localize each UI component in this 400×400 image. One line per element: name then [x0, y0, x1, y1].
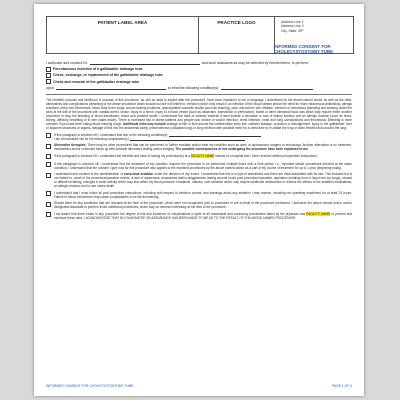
facility-checkbox[interactable]	[46, 154, 51, 159]
address-line-2: Address Line 2	[281, 24, 304, 29]
condition-field[interactable]	[221, 86, 313, 90]
form-title: INFORMED CONSENT FOR CHOLECYSTOSTOMY TUBE	[274, 44, 334, 55]
increased-risk-item: If this paragraph is checked off, I understand that due to the following condition(s): I am at increased risk for the following complication(s):	[46, 133, 352, 141]
option-insertion-label: Percutaneous insertion of a gallbladder drainage tube	[53, 67, 143, 72]
alternatives-checkbox[interactable]	[46, 144, 51, 149]
no-guarantee-checkbox[interactable]	[46, 212, 51, 217]
footer-page-number: PAGE 1 OF 3	[332, 384, 352, 388]
additional-procedures-item: Should there be any conditions that are revealed at the time of the procedure, which were not recognized prior to procedure or are a result of the procedure performed, I authorize the above named doctor and/or designated associate to perform those additional procedures, which may be deemed necessary at the time of the procedure.	[46, 201, 352, 209]
facility-name-highlight-2: FACILITY NAME	[306, 211, 331, 216]
facility-name-highlight: FACILITY NAME	[190, 153, 215, 158]
option-removal-checkbox[interactable]	[46, 79, 51, 84]
option-removal-label: Check and removal of the gallbladder drainage tube	[53, 79, 140, 84]
repeated-procedures-checkbox[interactable]	[46, 162, 51, 167]
upon-suffix: to treat the following condition(s):	[167, 85, 220, 90]
consent-body	[46, 92, 352, 222]
practice-logo: PRACTICE LOGO	[199, 17, 275, 53]
authorize-suffix: and such assistants as may be selected by him/her/them, to perform:	[201, 61, 309, 66]
instructions-item: I understand that I must follow all post procedure instructions, including with respect to infection control, and warnings about any sedation I may receive, including not operating machinery for at least 24 hours. Failure to follow instructions may cause complications or be life-threatening.	[46, 191, 352, 199]
page-footer	[46, 384, 352, 388]
upon-field[interactable]	[56, 86, 166, 90]
address-city: City, State, ZIP	[281, 28, 304, 33]
option-exchange-checkbox[interactable]	[46, 73, 51, 78]
section-divider	[46, 94, 352, 95]
authorize-prefix: I authorize and consent Dr.	[46, 61, 88, 66]
facility-item: If this paragraph is checked off, I understand the benefits and risks of having my procedure(s) at a FACILITY NAME instead of a hospital and I have received written preoperative instructions.	[46, 154, 352, 160]
watermark: ​	[186, 158, 212, 204]
alternatives-item: Alternative therapies: There may be other procedures that can be performed to further evaluate and/or treat my condition such as open or laparoscopic surgery or endoscopy. Another alternative is no treatment, medications and/or continued follow up with possible laboratory testing and/or imaging. The possible consequences of not undergoing the procedure have been explained to me.	[46, 143, 352, 151]
no-guarantee-item: I am aware that there exists in any procedure the degree of risk and incidence of complications in spite of all reasonable and customary precautions taken by the physician and FACILITY NAME to prevent and minimize these risks. I ACKNOWLEDGE THAT NO GUARANTEE OR ASSURANCE HAS BEEN MADE TO ME AS TO THE RESULT OF THE ABOVE-NAMED PROCEDURE.	[46, 212, 352, 220]
consent-form-page	[34, 4, 364, 396]
option-exchange-label: Check, exchange, or replacement of the gallbladder drainage tube	[53, 73, 163, 78]
option-insertion-checkbox[interactable]	[46, 67, 51, 72]
doctor-name-field[interactable]	[90, 61, 200, 65]
sedation-item: I understand and consent to the administration of conscious sedation under the direction of my doctor. I understand that this is a type of anesthesia and there are risks associated with its use. This includes but is not limited to: recall of the procedure/operative events, a lack of awareness, drowsiness and/or sluggishness lasting several hours post procedure/operation, aspiration (inhaling food or liquid into my lungs), slowed or difficult breathing, changes in heart activity which may also affect my blood pressure, headache, nausea, over-sedation which may require additional medications to reverse the effects of the sedation medications, an allergic reaction and in rare cases death.	[46, 172, 352, 188]
instructions-checkbox[interactable]	[46, 191, 51, 196]
authorization-block	[46, 60, 352, 91]
patient-label-area: PATIENT LABEL AREA	[47, 17, 199, 53]
additional-procedures-checkbox[interactable]	[46, 202, 51, 207]
risks-paragraph: The benefits, purpose and likelihood of success of this procedure, as well as what to expect after the procedure, have been explained to me in language I understand by the above-named doctor as well as the risks, alternatives and complications pertaining to the above procedure which include but are not limited to: infection (which may result in an infection of the blood stream and/or the need for more intravenous antibiotics); allergic reactions, deep vein thrombosis, blood clots to the lungs, wound healing problems, unacceptable cosmetic results (such as scarring), pain, discomfort, skin irritation, infection or hematoma (bleeding and bruising under the skin) at the site of the procedure site; cardiac arrest, stroke, injury to a nerve, injury to a blood vessel (such as dissection, transection or perforation), bowel or other intestinal blood loss which may require either another procedure to stop the bleeding or blood transfusion; shock and possible death. I understand the risks of contrast material if used include a decrease or loss of kidney function and an allergic reaction (such as hives, itching, difficulty breathing or in rare cases death). There is increased risk in obese patients and people who smoke of wound infection, chest infection, heart and lung complications and thrombosis. Bleeding is more common if you have been taking blood thinning drugs. Additional risks may include leakage of bile or fluid around the catheter/tube entry site, catheter leakage, occlusion or dislodgement, injury to the gallbladder, liver or adjacent structures or organs, leakage of bile into the abdominal cavity, pneumothorax (collapsed lung) or lung infection with possible need for a chest tube to re-inflate the lung or drain infected fluid around the lung.	[46, 98, 352, 131]
sedation-checkbox[interactable]	[46, 173, 51, 178]
upon-prefix: upon	[46, 85, 54, 90]
risk-complication-field[interactable]	[130, 137, 245, 141]
repeated-procedures-item: If this paragraph is checked off, I understand that the treatment of my condition requires the procedure to be performed multiple times over a time period, i.e., repeated similar procedures directed at the same condition. I understand that the consent I give now for this procedure also applies to the repeated procedures by the above named doctor as a part of my course of treatment for up to 1 year (beginning today).	[46, 162, 352, 170]
footer-form-name: INFORMED CONSENT FOR CHOLECYSTOSTOMY TUBE	[46, 384, 134, 388]
address-line-1: Address Line 1	[281, 20, 304, 24]
increased-risk-checkbox[interactable]	[46, 133, 51, 138]
